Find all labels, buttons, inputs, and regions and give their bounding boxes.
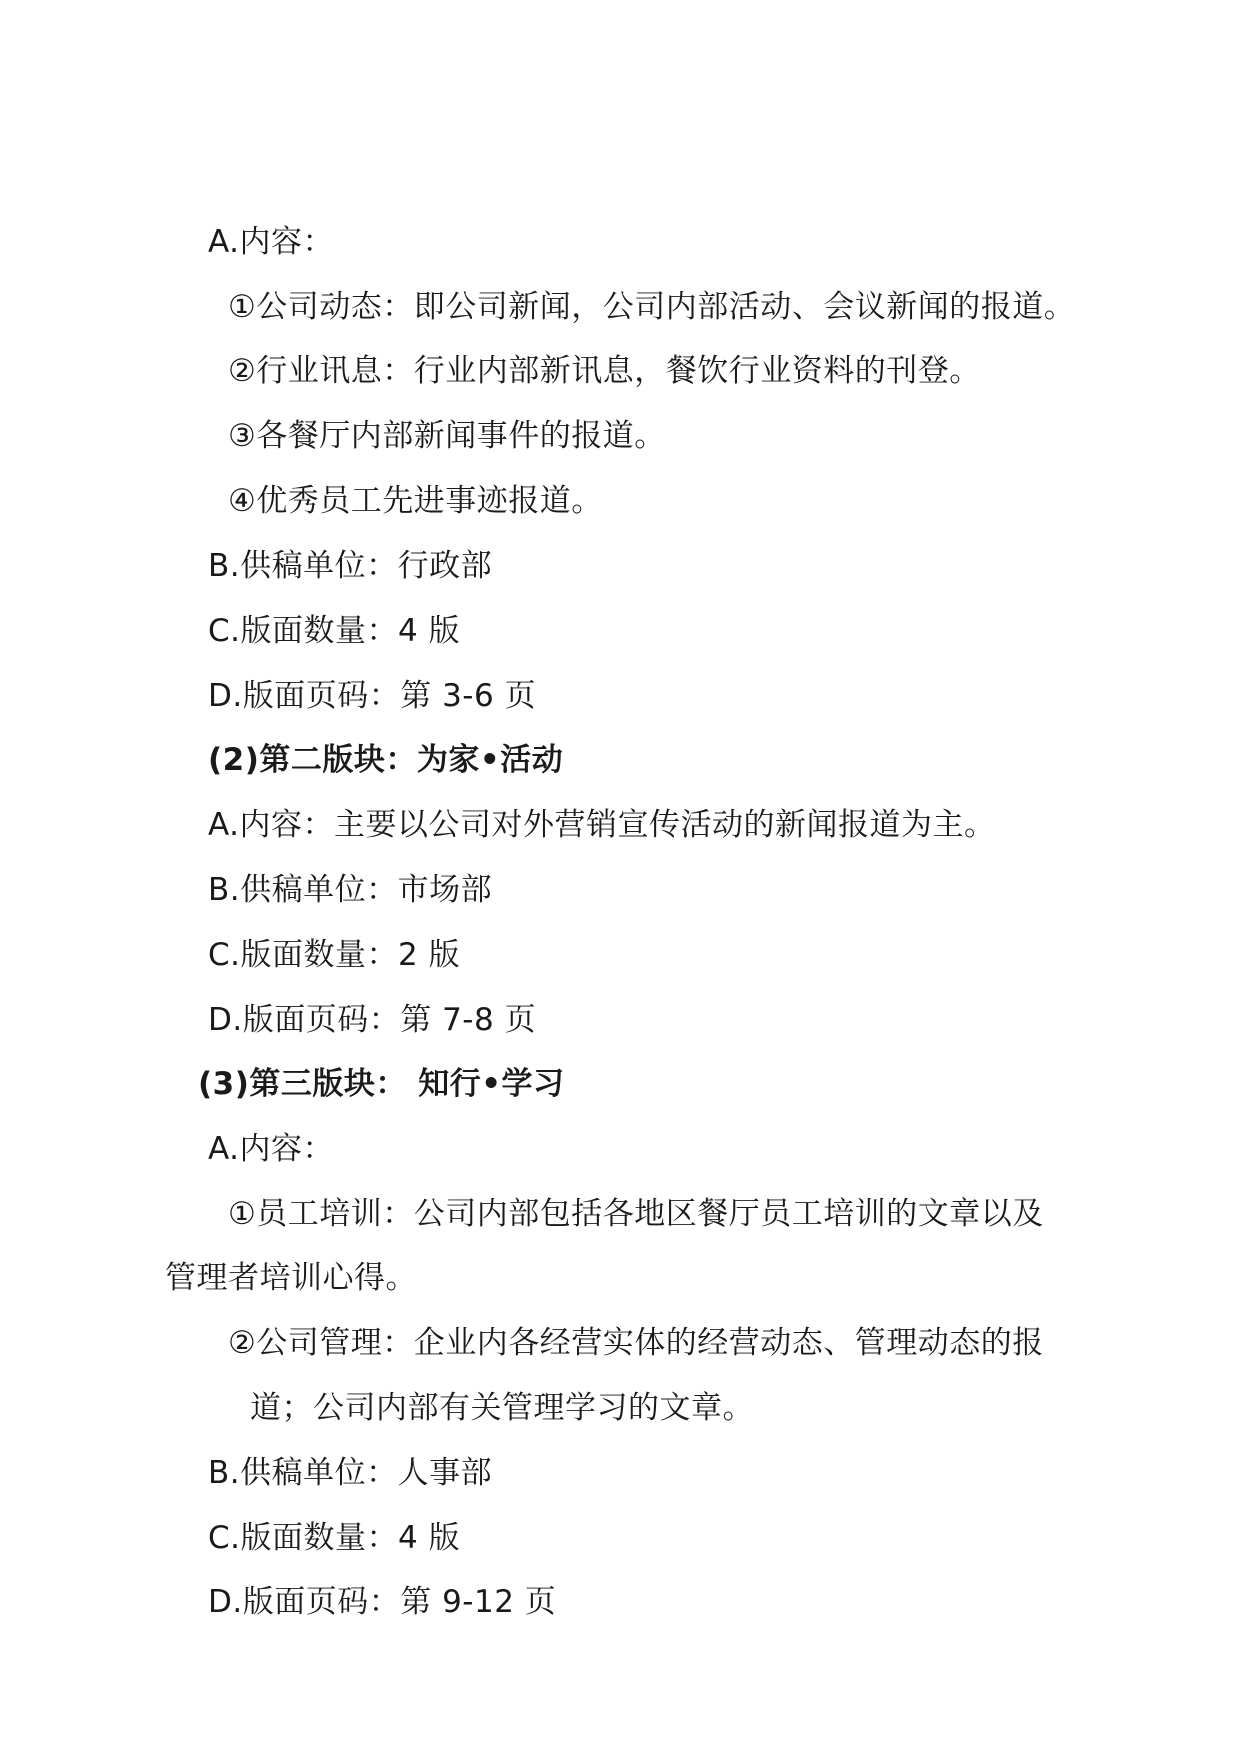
section1-item-3: ③各餐厅内部新闻事件的报道。 <box>228 418 666 454</box>
section3-count: C.版面数量：4 版 <box>208 1520 461 1556</box>
section2-count: C.版面数量：2 版 <box>208 937 461 973</box>
section3-item-1-line-1: ①员工培训：公司内部包括各地区餐厅员工培训的文章以及 <box>228 1196 1044 1232</box>
section3-item-2-line-1: ②公司管理：企业内各经营实体的经营动态、管理动态的报 <box>228 1325 1044 1361</box>
section2-supplier: B.供稿单位：市场部 <box>208 872 493 908</box>
section2-content: A.内容：主要以公司对外营销宣传活动的新闻报道为主。 <box>208 807 996 843</box>
section1-count: C.版面数量：4 版 <box>208 613 461 649</box>
section3-heading: (3)第三版块： 知行•学习 <box>198 1066 565 1102</box>
section3-item-1-line-2: 管理者培训心得。 <box>165 1260 417 1296</box>
section3-content-label: A.内容： <box>208 1131 335 1167</box>
section2-pages: D.版面页码：第 7-8 页 <box>208 1002 537 1038</box>
section1-content-label: A.内容： <box>208 224 335 260</box>
section1-pages: D.版面页码：第 3-6 页 <box>208 678 537 714</box>
section2-heading: (2)第二版块：为家•活动 <box>208 742 564 778</box>
section1-supplier: B.供稿单位：行政部 <box>208 548 493 584</box>
section1-item-2: ②行业讯息：行业内部新讯息，餐饮行业资料的刊登。 <box>228 353 981 389</box>
section3-pages: D.版面页码：第 9-12 页 <box>208 1584 557 1620</box>
section1-item-4: ④优秀员工先进事迹报道。 <box>228 483 603 519</box>
section3-item-2-line-2: 道；公司内部有关管理学习的文章。 <box>250 1390 754 1426</box>
section1-item-1: ①公司动态：即公司新闻，公司内部活动、会议新闻的报道。 <box>228 289 1076 325</box>
section3-supplier: B.供稿单位：人事部 <box>208 1455 493 1491</box>
